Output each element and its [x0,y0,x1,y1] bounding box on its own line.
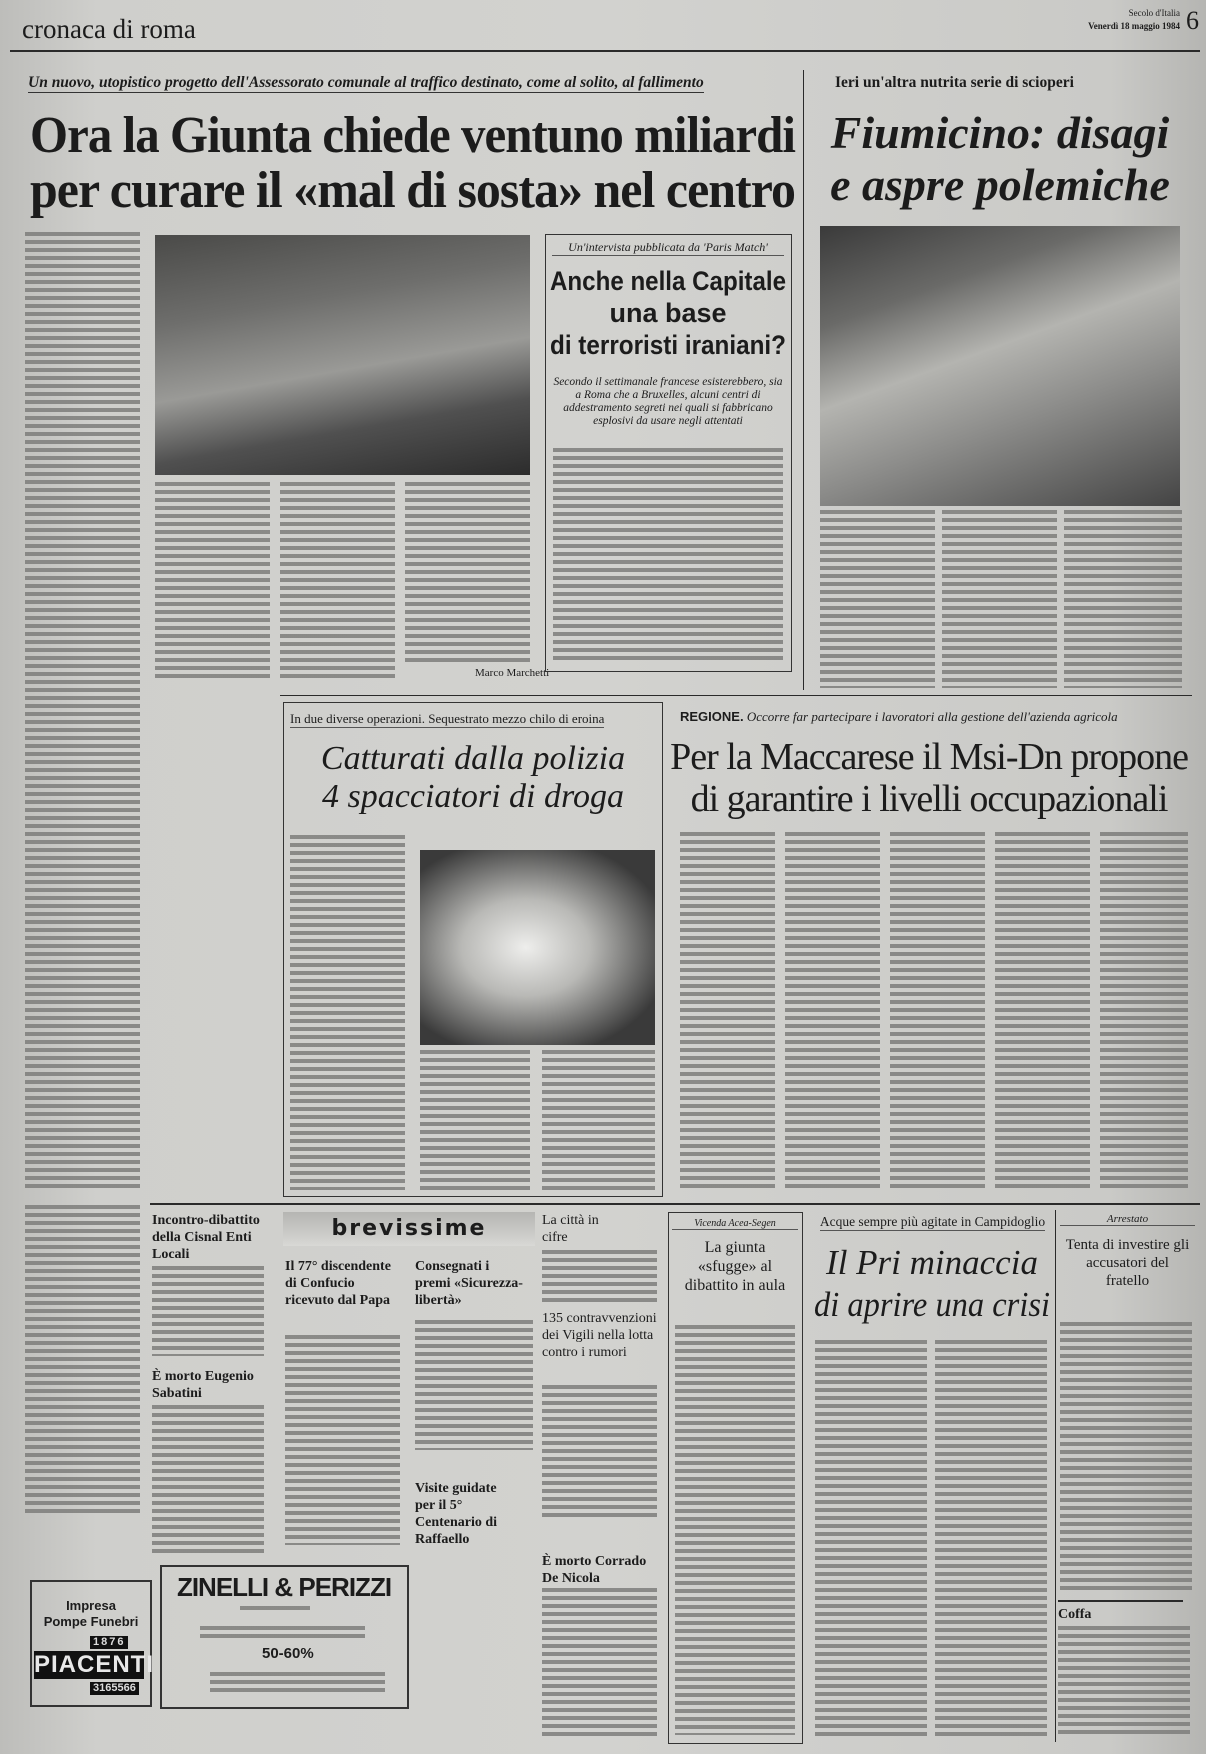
brief-confucio-title: Il 77° discendente di Confucio ricevuto dal Papa [285,1259,391,1308]
iran-headline-1: Anche nella Capitale [550,266,786,296]
lead-body-col-1-cont [25,1205,140,1515]
masthead-rule [10,50,1200,52]
lead-byline: Marco Marchetti [475,667,550,679]
droga-body-col-1 [290,835,405,1190]
issue-date: Venerdì 18 maggio 1984 [1088,21,1180,31]
arresto-body [1060,1322,1192,1592]
maccarese-headline-2-box [668,780,1190,818]
pri-divider [1055,1210,1056,1742]
brief-premi-title: Consegnati i premi «Sicurezza-libertà» [415,1259,523,1308]
pri-kicker-box [815,1213,1050,1231]
iran-headline-1-box [550,268,786,295]
maccarese-body-col-5 [1100,832,1188,1192]
pri-headline-2-box [814,1287,1050,1322]
lead-headline-2: per curare il «mal di sosta» nel centro [30,162,795,219]
zinelli-ad-fineprint-1 [240,1606,310,1611]
brief-incontro-body [152,1266,264,1356]
section-title: cronaca di roma [22,14,196,44]
brief-sabatini-body [152,1405,264,1555]
pri-headline-1-box [814,1245,1050,1280]
funeral-ad-line-1: Impresa [66,1598,116,1613]
iran-headline-2: una base [609,298,727,328]
zinelli-ad-brand-box [166,1572,402,1603]
bottom-section-rule [150,1203,1200,1205]
pri-headline-2: di aprire una crisi [814,1285,1050,1324]
zinelli-ad-fineprint-3 [210,1672,385,1694]
droga-body-col-3 [542,1050,655,1190]
brief-citta-body [542,1250,657,1302]
airport-photo [820,226,1180,506]
droga-headline-1: Catturati dalla polizia [320,740,626,777]
brief-incontro-title: Incontro-dibattito della Cisnal Enti Locali [152,1213,260,1262]
brief-sabatini-title: È morto Eugenio Sabatini [152,1369,254,1401]
fiumicino-body-col-3 [1064,510,1182,688]
brief-citta-title: La città in cifre [542,1213,599,1245]
lead-headline-1: Ora la Giunta chiede ventuno miliardi [30,107,795,164]
iran-summary: Secondo il settimanale francese esisterebbero, sia a Roma che a Bruxelles, alcuni centri di addestramento segreti nei quali si fabbricano esplosivi da usare negli attentati [553,376,783,427]
lead-body-col-2 [155,482,270,682]
funeral-ad-brand: PIACENTI [34,1651,155,1678]
droga-headline-1-box [288,742,658,776]
brief-denicola-title: È morto Corrado De Nicola [542,1554,647,1586]
pri-body-col-1 [815,1340,927,1740]
pri-kicker: Acque sempre più agitate in Campidoglio [819,1214,1046,1229]
street-traffic-photo [155,235,530,475]
fiumicino-body-col-2 [942,510,1057,688]
section-rule [280,695,1192,696]
lead-kicker: Un nuovo, utopistico progetto dell'Assessorato comunale al traffico destinato, come al solito, al fallimento [28,74,704,91]
iran-headline-3-box [550,332,786,359]
brevissime-banner: brevissime [283,1212,535,1246]
funeral-ad-line-2: Pompe Funebri [43,1614,139,1629]
acea-body [675,1325,795,1735]
maccarese-body-col-2 [785,832,880,1192]
arresto-headline: Tenta di investire gli accusatori del fratello [1065,1237,1190,1289]
funeral-ad-phone: 3165566 [90,1682,139,1695]
maccarese-kicker-box [680,708,1188,726]
droga-body-col-2 [420,1050,530,1190]
fiumicino-headline-2: e aspre polemiche [830,159,1170,210]
paper-name: Secolo d'Italia [1128,8,1180,18]
acea-headline: La giunta «sfugge» al dibattito in aula [684,1239,786,1294]
lead-body-col-4 [405,482,530,662]
pri-body-col-2 [935,1340,1047,1740]
coffa-body [1058,1626,1190,1738]
acea-kicker: Vicenda Acea-Segen [672,1218,798,1230]
droga-kicker: In due diverse operazioni. Sequestrato mezzo chilo di eroina [290,711,605,726]
page-number: 6 [1186,6,1199,35]
lead-headline-1-box [30,107,795,164]
fiumicino-headline-1-box [815,107,1185,158]
brief-vigili-body [542,1385,657,1520]
lead-headline-2-box [30,162,795,219]
arresto-rule [1058,1600,1183,1602]
fiumicino-headline-2-box [815,159,1185,210]
lead-body-col-1 [25,232,140,1192]
maccarese-label: REGIONE. [680,709,744,724]
pri-headline-1: Il Pri minaccia [826,1243,1038,1282]
brief-denicola-body [542,1588,657,1738]
maccarese-kicker [680,709,1118,725]
lead-kicker-box [28,74,793,93]
iran-headline-2-box [550,300,786,327]
fiumicino-kicker: Ieri un'altra nutrita serie di scioperi [835,74,1074,91]
seized-drugs-photo [420,850,655,1045]
lead-body-col-3 [280,482,395,682]
fiumicino-headline-1: Fiumicino: disagi [830,107,1170,158]
zinelli-ad-fineprint-2 [200,1626,365,1639]
fiumicino-kicker-box [835,74,1185,92]
maccarese-headline-1-box [668,738,1190,776]
brief-confucio-body [285,1335,400,1545]
maccarese-headline-2: di garantire i livelli occupazionali [690,778,1168,820]
coffa-title: Coffa [1058,1607,1092,1622]
maccarese-body-col-3 [890,832,985,1192]
droga-headline-2-box [288,780,658,814]
zinelli-ad-brand: ZINELLI & PERIZZI [176,1572,392,1602]
zinelli-ad-discount: 50-60% [262,1645,314,1662]
maccarese-body-col-4 [995,832,1090,1192]
iran-kicker: Un'intervista pubblicata da 'Paris Match' [552,240,784,256]
column-divider [803,70,804,690]
brief-vigili-title: 135 contravvenzioni dei Vigili nella lotta contro i rumori [542,1311,657,1360]
iran-headline-3: di terroristi iraniani? [550,330,786,360]
brief-premi-body [415,1320,533,1450]
funeral-ad-year: 1876 [90,1636,128,1649]
droga-headline-2: 4 spacciatori di droga [322,778,624,815]
maccarese-kicker-text: Occorre far partecipare i lavoratori alla gestione dell'azienda agricola [746,709,1118,724]
maccarese-headline-1: Per la Maccarese il Msi-Dn propone [670,736,1188,778]
brief-visite-title: Visite guidate per il 5° Centenario di Raffaello [415,1481,498,1547]
maccarese-body-col-1 [680,832,775,1192]
arresto-kicker: Arrestato [1060,1213,1195,1226]
iran-body [553,448,783,663]
fiumicino-body-col-1 [820,510,935,688]
droga-kicker-box [290,710,654,728]
